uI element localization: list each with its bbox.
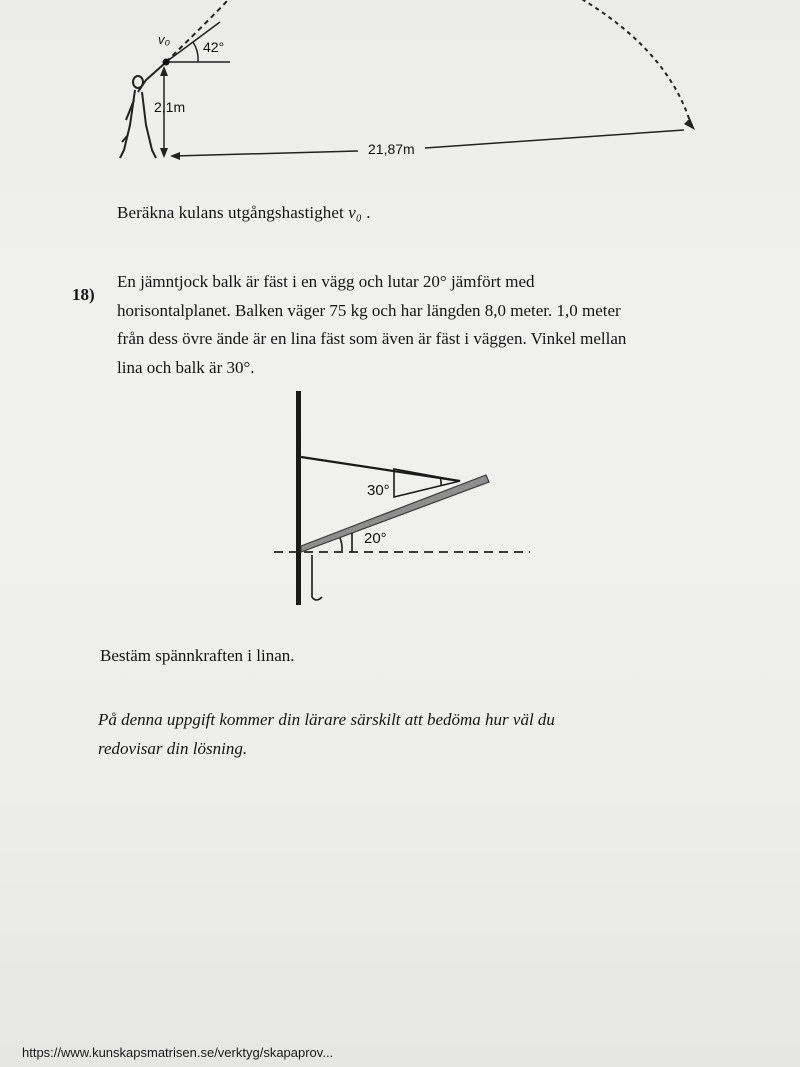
angle-42-label: 42° bbox=[203, 39, 225, 55]
distance-arrow-left bbox=[170, 152, 180, 160]
question-line: horisontalplanet. Balken väger 75 kg och har längden 8,0 meter. 1,0 meter bbox=[117, 300, 621, 320]
v0-label: v₀ bbox=[158, 32, 170, 47]
angle-30-label: 30° bbox=[367, 482, 390, 499]
question-17-prompt bbox=[117, 203, 371, 223]
distance-label: 21,87m bbox=[368, 141, 415, 157]
beam-figure bbox=[270, 385, 540, 615]
distance-line-right bbox=[425, 130, 684, 148]
question-line: lina och balk är 30°. bbox=[117, 357, 255, 377]
prompt17-text: Beräkna kulans utgångshastighet bbox=[117, 203, 349, 222]
wall bbox=[296, 391, 301, 605]
question-number: 18) bbox=[72, 285, 95, 304]
angle-arc-42 bbox=[193, 42, 198, 62]
note-line: redovisar din lösning. bbox=[98, 739, 248, 758]
beam bbox=[301, 475, 489, 552]
angle-20-label: 20° bbox=[364, 530, 387, 547]
trajectory-arc bbox=[575, 0, 692, 128]
height-label: 2,1m bbox=[154, 99, 186, 115]
trajectory-arrowhead bbox=[684, 118, 695, 130]
prompt17-var: v₀ bbox=[348, 203, 362, 222]
distance-line-left bbox=[174, 151, 358, 156]
footer-url: https://www.kunskapsmatrisen.se/verktyg/skapaprov... bbox=[22, 1045, 334, 1060]
projectile-figure bbox=[100, 0, 720, 175]
question-line: En jämntjock balk är fäst i en vägg och lutar 20° jämfört med bbox=[117, 272, 535, 291]
question-18-task: Bestäm spännkraften i linan. bbox=[100, 646, 295, 665]
angle-20-arc bbox=[340, 538, 342, 551]
note-line: På denna uppgift kommer din lärare särskilt att bedöma hur väl du bbox=[98, 710, 555, 729]
hinge-arrow bbox=[312, 555, 322, 600]
question-18-text bbox=[117, 268, 737, 382]
question-line: från dess övre ände är en lina fäst som även är fäst i väggen. Vinkel mellan bbox=[117, 329, 627, 348]
prompt17-end: . bbox=[361, 203, 371, 222]
height-arrow-bottom bbox=[160, 148, 168, 158]
grading-note bbox=[98, 705, 555, 763]
angle-30-arc bbox=[440, 477, 441, 486]
